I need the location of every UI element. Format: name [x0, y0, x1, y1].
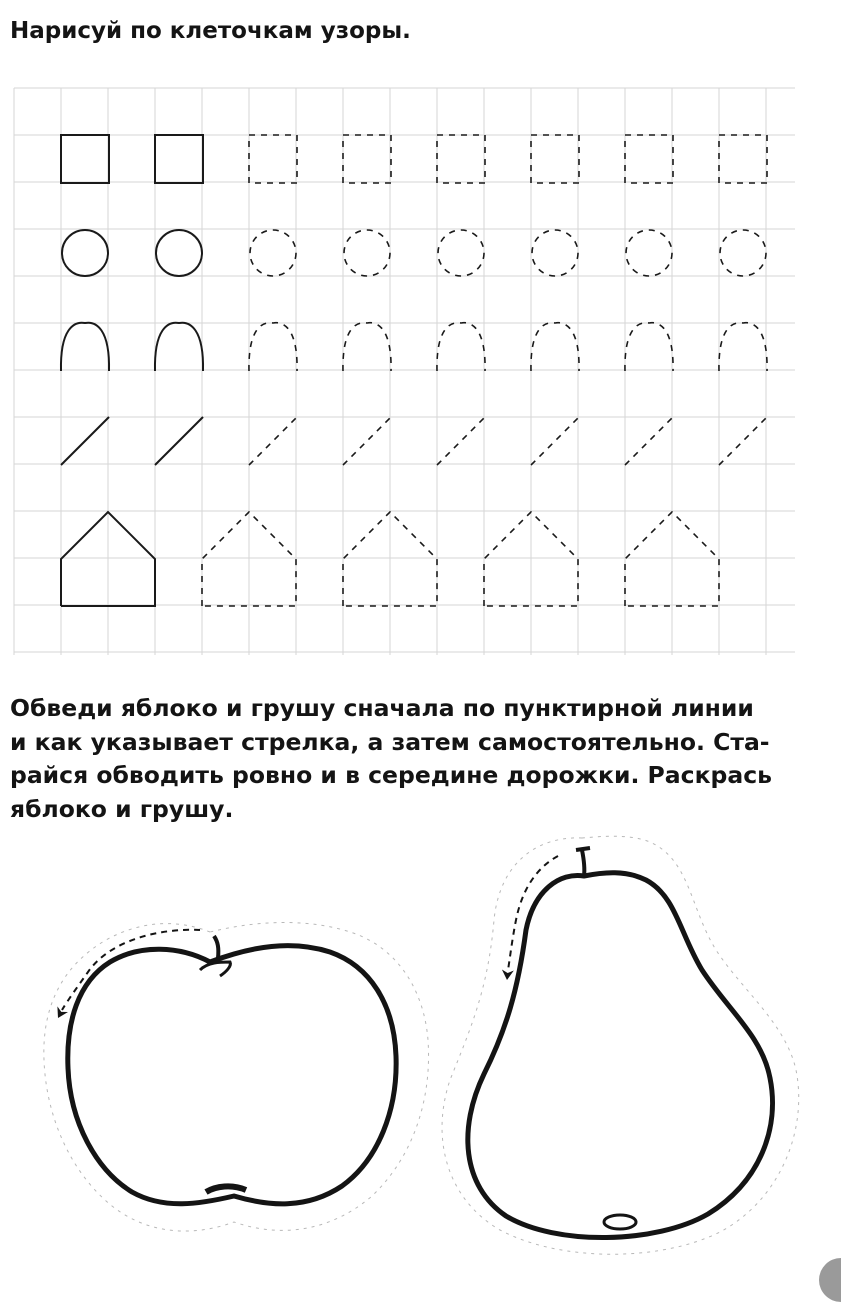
page-title: Нарисуй по клеточкам узоры. — [10, 18, 411, 44]
instruction-line: райся обводить ровно и в середине дорожки. Раскрась — [10, 761, 772, 789]
apple-direction-arrow — [62, 930, 200, 1010]
instruction-line: и как указывает стрелка, а затем самостоятельно. Ста- — [10, 727, 770, 756]
pear-bottom — [604, 1215, 636, 1229]
pear-arrow-head — [501, 970, 514, 981]
apple-arrow-head — [53, 1006, 68, 1020]
apple-leaf-notch — [200, 962, 230, 976]
apple-figure — [44, 923, 429, 1232]
apple-bottom — [206, 1186, 246, 1192]
instruction-line: яблоко и грушу. — [10, 794, 234, 823]
apple-outline — [68, 946, 396, 1204]
apple-stem — [214, 936, 218, 958]
pear-figure — [442, 836, 799, 1254]
instruction-line: Обведи яблоко и грушу сначала по пунктирной линии — [10, 694, 754, 722]
pear-outline — [468, 873, 773, 1238]
pear-stem — [576, 848, 590, 876]
